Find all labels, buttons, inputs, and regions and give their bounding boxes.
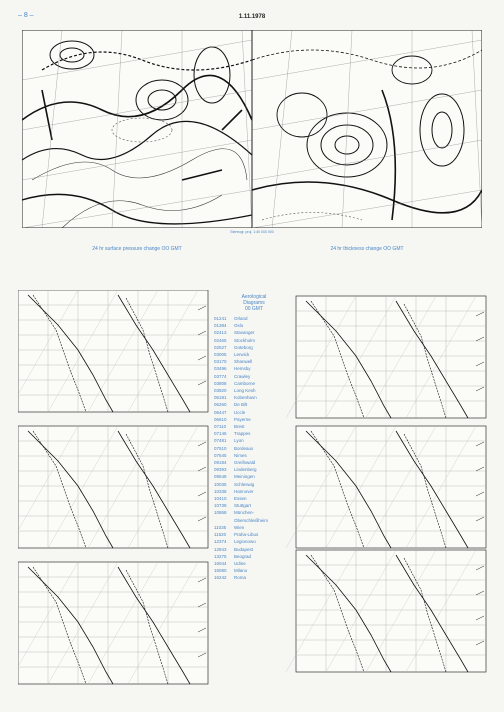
aerological-diagram-4	[286, 296, 486, 418]
station-code: 07510	[214, 445, 227, 451]
station-code: 07145	[214, 431, 227, 437]
station-row	[214, 358, 294, 365]
station-code: 16242	[214, 575, 227, 581]
station-name: Meiningen	[234, 474, 255, 480]
page-date: 1.11.1978	[238, 14, 266, 20]
station-row	[214, 315, 294, 322]
pressure-and-thickness-change-maps	[22, 30, 482, 228]
station-name: Trappes	[234, 431, 251, 437]
station-name: Praha-Libus	[234, 532, 259, 538]
station-code: 10739	[214, 503, 227, 509]
aerological-diagram-2	[18, 426, 208, 548]
station-name: Milano	[234, 568, 248, 574]
station-row	[214, 322, 294, 329]
station-code: 07481	[214, 438, 227, 444]
station-code: 07110	[214, 424, 227, 430]
station-name: Hemsby	[234, 366, 251, 372]
aerological-diagram-1	[18, 290, 208, 412]
station-name: De Bilt	[234, 402, 248, 408]
map-scale-note: Stereogr. proj. 1:40 000 000	[230, 230, 274, 234]
station-name: Essen	[234, 496, 247, 502]
station-row	[214, 394, 294, 401]
station-row	[214, 387, 294, 394]
station-code: 03774	[214, 373, 227, 379]
station-name: Shanwell	[234, 359, 253, 365]
station-code: 02465	[214, 337, 227, 343]
thickness-caption: 24 hr thickness change OO GMT	[330, 246, 404, 252]
station-name: Brest	[234, 424, 245, 430]
station-row	[214, 344, 294, 351]
aerological-diagram-5	[286, 426, 486, 548]
station-name: Legionowo	[234, 539, 256, 545]
station-name: Bordeaux	[234, 445, 254, 451]
station-code: 10868	[214, 510, 227, 516]
station-name: Nimes	[234, 452, 247, 458]
station-list	[214, 294, 294, 582]
station-code: 06610	[214, 416, 227, 422]
station-name: Orland	[234, 316, 248, 321]
station-code: 09393	[214, 467, 227, 473]
station-row	[214, 437, 294, 444]
station-code: 03005	[214, 352, 227, 358]
station-row	[214, 531, 294, 538]
aerological-diagram-3	[18, 562, 208, 684]
surface-pressure-caption: 24 hr surface pressure change OO GMT	[92, 246, 182, 252]
station-name: Stuttgart	[234, 503, 252, 509]
station-row	[214, 466, 294, 473]
station-code: 01241	[214, 316, 227, 321]
thickness-change-map	[252, 30, 482, 228]
station-row	[214, 538, 294, 545]
station-code: 03170	[214, 359, 227, 365]
aerological-diagram-6	[286, 550, 486, 672]
station-code: 11520	[214, 532, 227, 538]
station-name: Stavanger	[234, 330, 255, 336]
station-code: 06447	[214, 409, 227, 415]
station-row	[214, 567, 294, 574]
station-name: Wien	[234, 524, 245, 530]
station-name: Lerwick	[234, 352, 250, 358]
station-row	[214, 517, 294, 524]
station-name: Udine	[234, 560, 246, 566]
station-name: Oslo	[234, 323, 244, 329]
station-row	[214, 423, 294, 430]
station-name: Beograd	[234, 553, 252, 559]
station-code: 06181	[214, 395, 227, 401]
surface-pressure-change-map	[22, 30, 252, 228]
station-row	[214, 430, 294, 437]
station-name: Greifswald	[234, 460, 256, 466]
station-code: 13275	[214, 553, 227, 559]
station-code	[214, 517, 234, 524]
station-name: Uccle	[234, 409, 246, 415]
station-code: 03808	[214, 380, 227, 386]
station-code: 10338	[214, 488, 227, 494]
station-code: 16044	[214, 560, 227, 566]
station-name: Goteborg	[234, 344, 253, 350]
station-row	[214, 416, 294, 423]
station-name: Roma	[234, 575, 247, 581]
station-code: 10035	[214, 481, 227, 487]
station-row	[214, 445, 294, 452]
station-name: Stockholm	[234, 337, 256, 343]
station-code: 09548	[214, 474, 227, 480]
station-row	[214, 373, 294, 380]
station-code: 02413	[214, 330, 227, 336]
station-row	[214, 351, 294, 358]
station-code: 06260	[214, 402, 227, 408]
station-code: 12843	[214, 546, 227, 552]
station-code: 11035	[214, 524, 227, 530]
station-name: Payerne	[234, 416, 251, 422]
station-name: Hannover	[234, 488, 254, 494]
station-row	[214, 524, 294, 531]
station-row	[214, 495, 294, 502]
station-row	[214, 452, 294, 459]
station-row	[214, 546, 294, 553]
station-name: Kobenhavn	[234, 395, 257, 401]
title-line-1: Aerological	[241, 294, 267, 300]
station-row	[214, 509, 294, 516]
station-code: 07645	[214, 452, 227, 458]
station-row	[214, 473, 294, 480]
station-row	[214, 488, 294, 495]
station-code: 03920	[214, 388, 227, 394]
station-name: Oberschleißheim	[234, 517, 269, 523]
station-row	[214, 409, 294, 416]
station-row	[214, 553, 294, 560]
station-code: 12374	[214, 539, 227, 545]
station-row	[214, 481, 294, 488]
station-name: Long Kesh	[234, 388, 256, 394]
station-code: 10410	[214, 496, 227, 502]
station-code: 16080	[214, 568, 227, 574]
station-name: Budapest	[234, 546, 254, 552]
station-code: 02527	[214, 344, 227, 350]
station-name: Lindenberg	[234, 467, 257, 473]
page-number: – 8 –	[18, 12, 34, 19]
station-code: 09184	[214, 460, 227, 466]
title-line-3: 00 GMT	[244, 306, 264, 312]
station-name: München-	[234, 510, 255, 516]
station-code: 01384	[214, 323, 227, 329]
station-row	[214, 401, 294, 408]
station-row	[214, 380, 294, 387]
station-list-title	[214, 294, 294, 312]
station-name: Lyon	[234, 438, 244, 444]
station-name: Camborne	[234, 380, 256, 386]
station-row	[214, 329, 294, 336]
station-rows	[214, 315, 294, 582]
station-row	[214, 574, 294, 581]
station-row	[214, 365, 294, 372]
station-row	[214, 337, 294, 344]
station-code: 03496	[214, 366, 227, 372]
station-name: Crawley	[234, 373, 251, 379]
title-line-2: Diagrams	[243, 300, 265, 306]
station-row	[214, 502, 294, 509]
station-row	[214, 560, 294, 567]
station-name: Schleswig	[234, 481, 255, 487]
station-row	[214, 459, 294, 466]
